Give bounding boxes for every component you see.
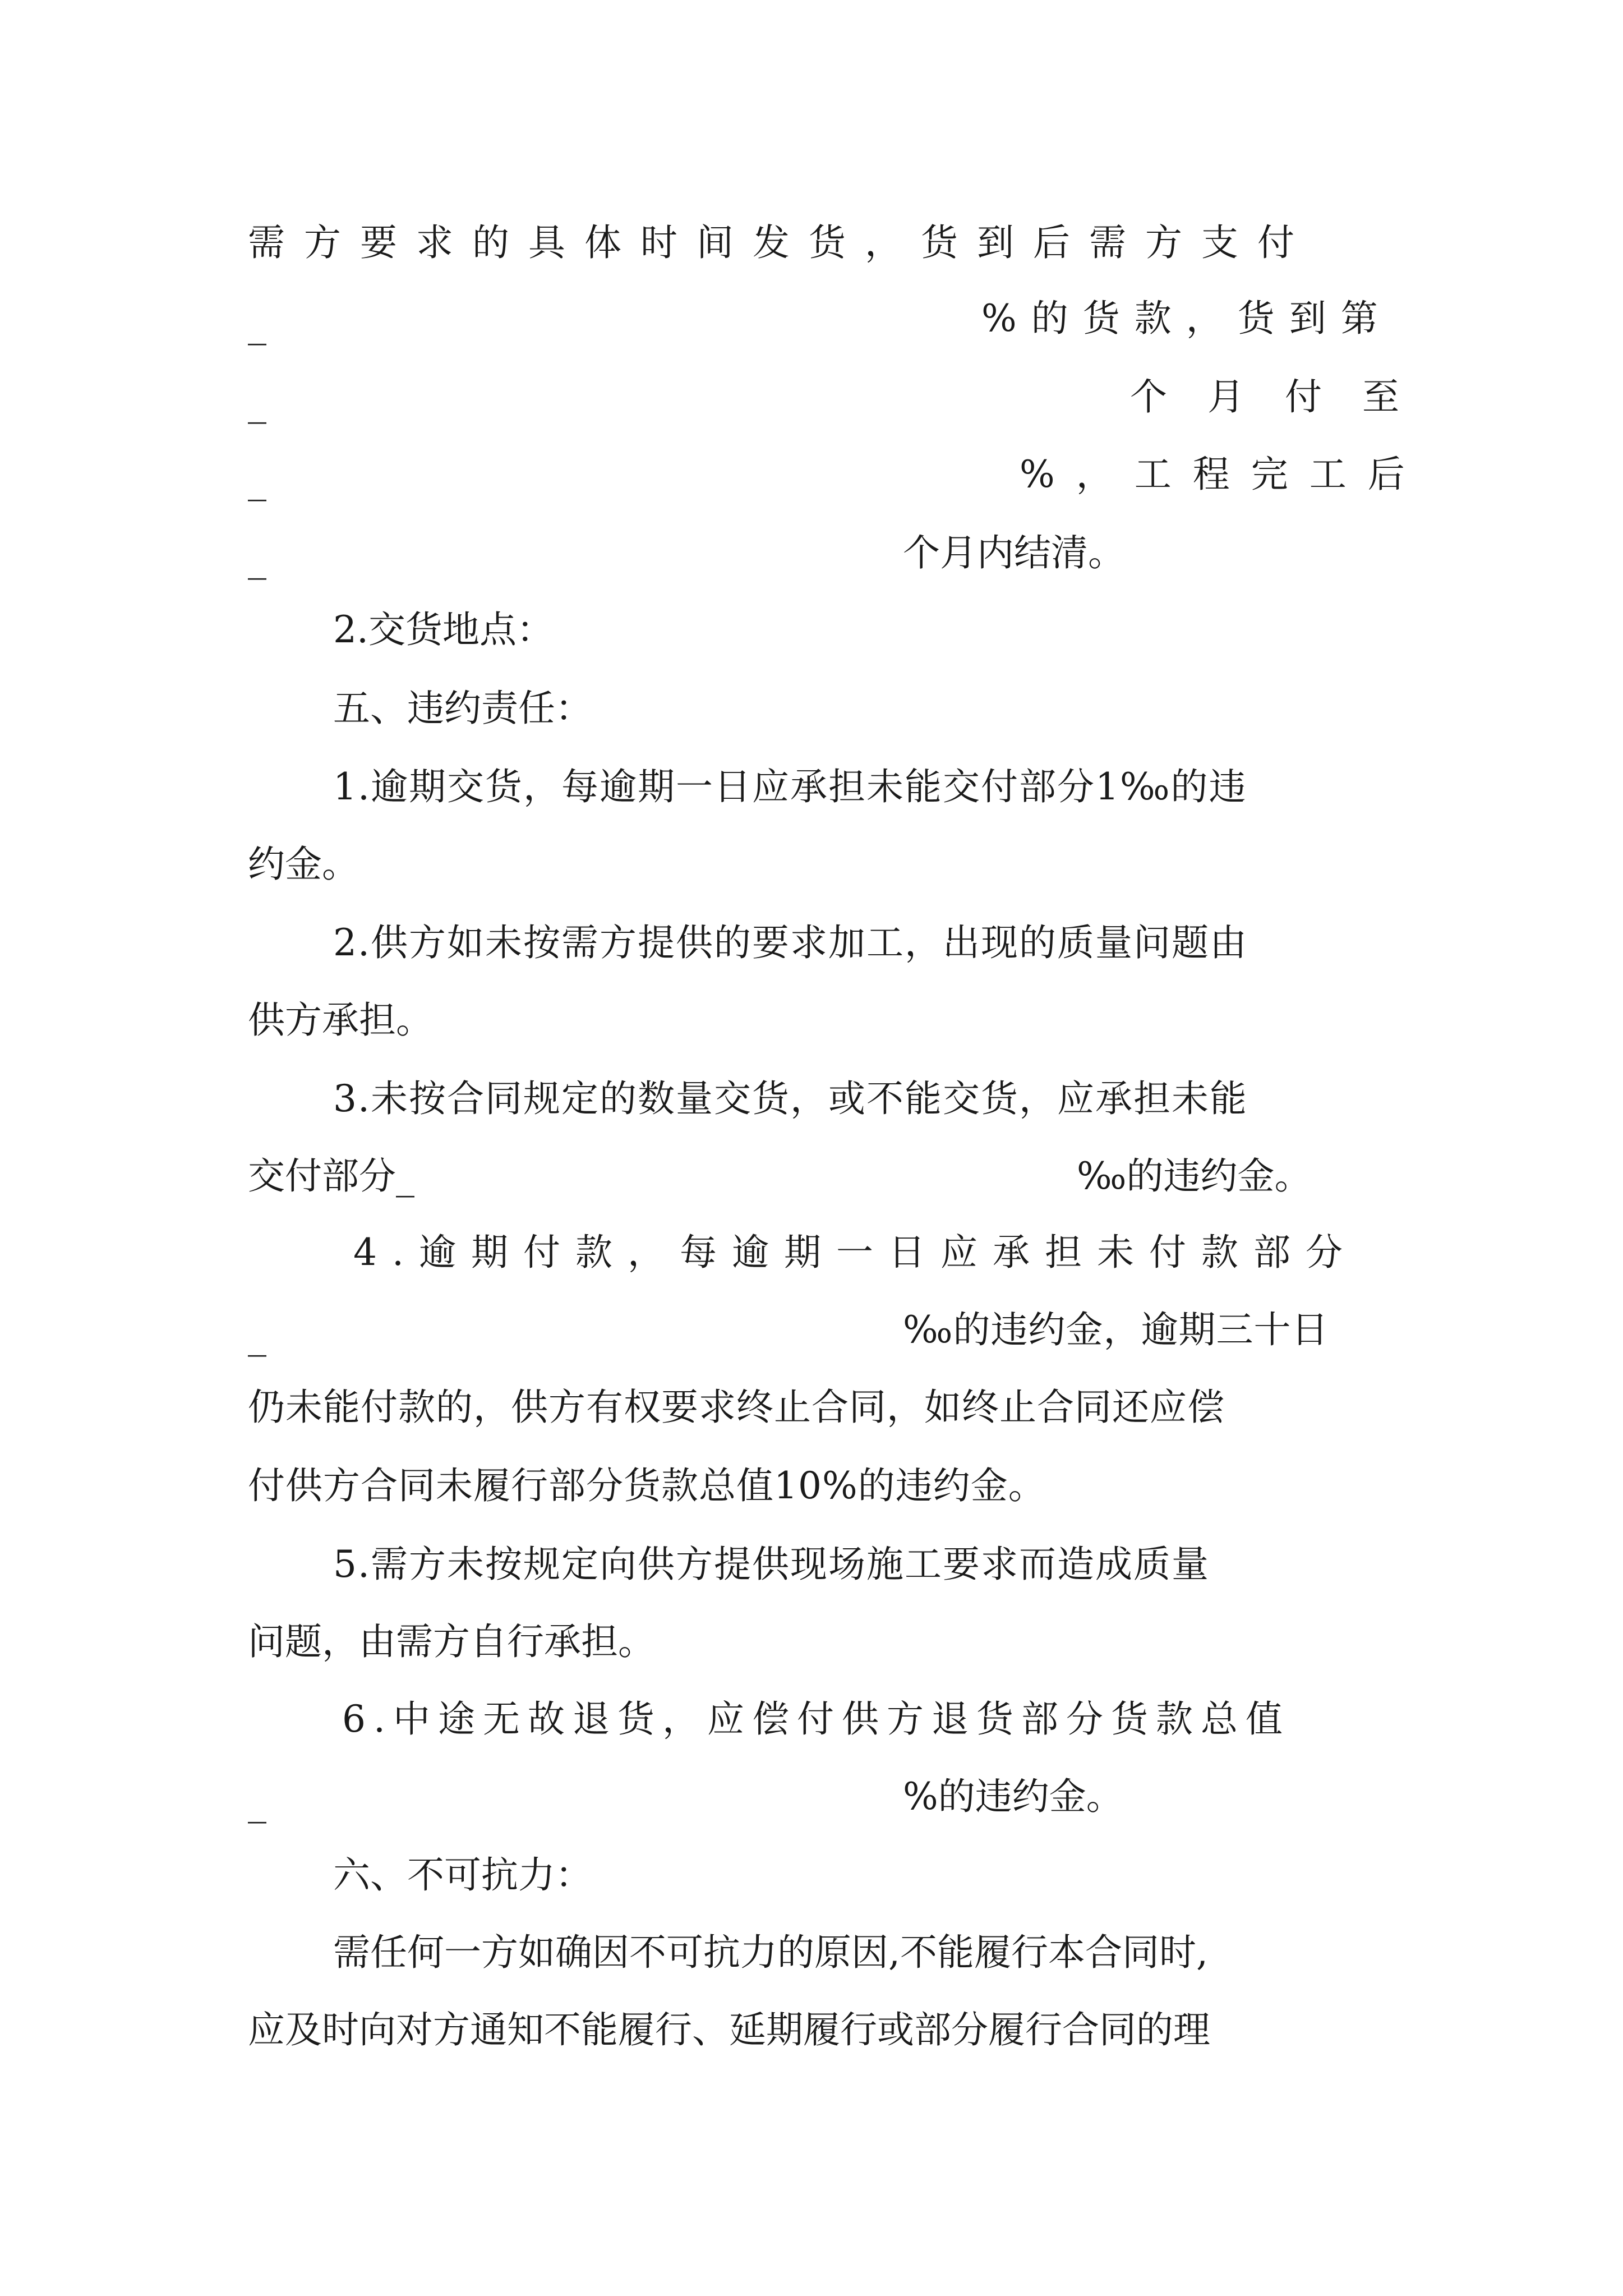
para-payment-line-1 [248, 216, 1387, 270]
force-majeure-line-2: 应及时向对方通知不能履行、延期履行或部分履行合同的理 [248, 2008, 1210, 2051]
para-payment-line-3: 个月付至 [1130, 375, 1440, 418]
liability-item-5-line-2: 问题，由需方自行承担。 [248, 1620, 655, 1663]
liability-item-5-line-1: 5.需方未按规定向供方提供现场施工要求而造成质量 [333, 1543, 1210, 1586]
liability-item-4-line-2: ‰的违约金，逾期三十日 [903, 1308, 1329, 1351]
liability-item-6-line-1: 6.中途无故退货，应偿付供方退货部分货款总值 [342, 1697, 1290, 1741]
blank-underscore: _ [248, 1314, 266, 1357]
para-payment-line-5: 个月内结清。 [903, 531, 1125, 574]
liability-item-4-line-4: 付供方合同未履行部分货款总值10%的违约金。 [248, 1464, 1046, 1507]
section-heading-force-majeure: 六、不可抗力： [333, 1853, 592, 1897]
liability-item-3-line-2a: 交付部分_ [248, 1154, 414, 1198]
liability-item-3-line-1: 3.未按合同规定的数量交货，或不能交货，应承担未能 [333, 1077, 1248, 1120]
liability-item-3-line-2b: ‰的违约金。 [1077, 1154, 1312, 1198]
liability-item-1-line-1: 1.逾期交货，每逾期一日应承担未能交付部分1‰的违 [333, 765, 1247, 808]
blank-underscore: _ [248, 381, 266, 424]
para-payment-line-2: %的货款，货到第 [981, 297, 1393, 340]
text: 需方要求的具体时间发货，货到后需方支付 [248, 221, 1313, 264]
blank-underscore: _ [248, 302, 266, 346]
liability-item-4-line-1: 4.逾期付款，每逾期一日应承担未付款部分 [353, 1231, 1358, 1274]
liability-item-4-line-3: 仍未能付款的，供方有权要求终止合同，如终止合同还应偿 [248, 1386, 1225, 1429]
liability-item-2-line-2: 供方承担。 [248, 999, 433, 1042]
liability-item-2-line-1: 2.供方如未按需方提供的要求加工，出现的质量问题由 [333, 921, 1248, 964]
blank-underscore: _ [248, 1780, 266, 1824]
delivery-location: 2.交货地点： [333, 608, 554, 651]
liability-item-1-line-2: 约金。 [248, 843, 359, 886]
blank-underscore: _ [248, 458, 266, 501]
para-payment-line-4: %，工程完工后 [1020, 453, 1426, 496]
force-majeure-line-1: 需任何一方如确因不可抗力的原因,不能履行本合同时, [333, 1931, 1208, 1974]
section-heading-liability: 五、违约责任： [333, 687, 592, 730]
blank-underscore: _ [248, 537, 266, 580]
liability-item-6-line-2: %的违约金。 [903, 1775, 1123, 1818]
